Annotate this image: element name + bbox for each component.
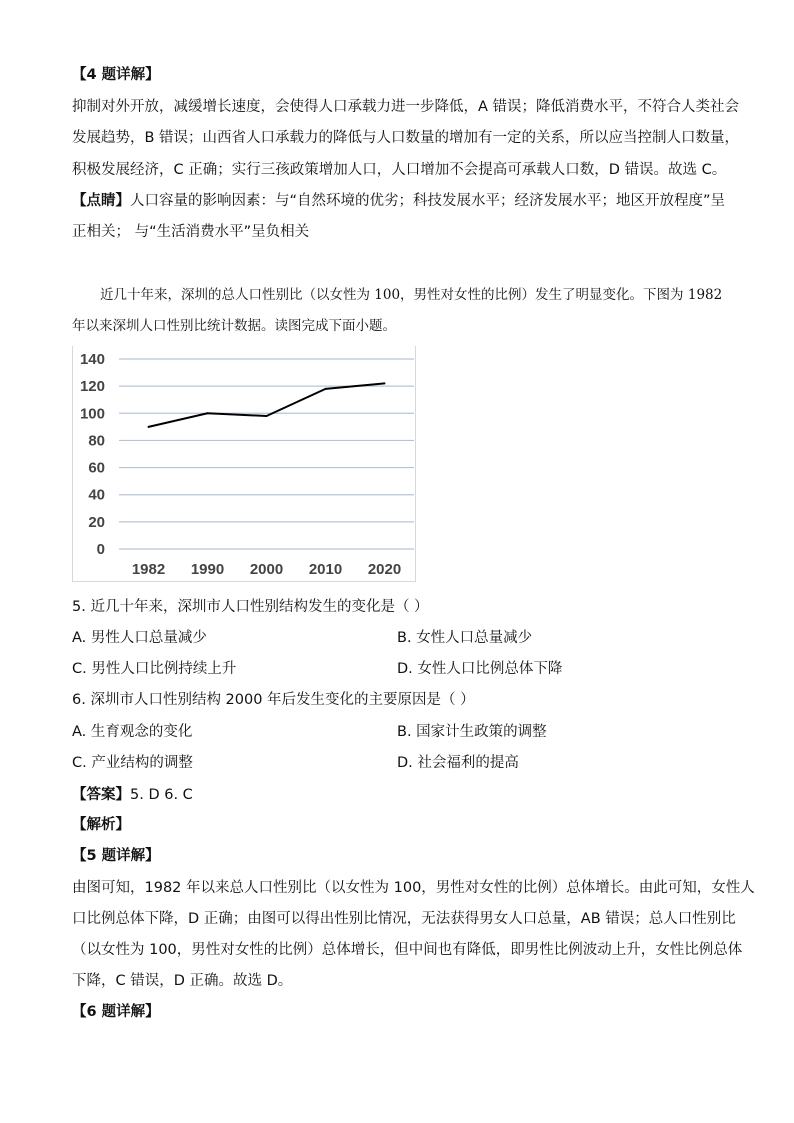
data-point (384, 382, 386, 384)
section-5-line-3: （以女性为 100，男性对女性的比例）总体增长，但中间也有降低，即男性比例波动上升，女性比例总体 (72, 942, 743, 958)
x-tick-label: 2010 (308, 561, 343, 578)
intro-line-1: 近几十年来，深圳的总人口性别比（以女性为 100，男性对女性的比例）发生了明显变化。下图为 1982 (100, 287, 723, 303)
section-5-line-4: 下降，C 错误，D 正确。故选 D。 (72, 973, 293, 989)
q5-stem: 5. 近几十年来，深圳市人口性别结构发生的变化是（ ） (72, 599, 429, 615)
dianjing-text: 人口容量的影响因素：与“自然环境的优劣；科技发展水平；经济发展水平；地区开放程度”呈 (130, 193, 726, 209)
y-tick-label: 0 (96, 541, 105, 558)
section-4-heading: 【4 题详解】 (72, 67, 160, 83)
q5-option-c: C. 男性人口比例持续上升 (72, 661, 237, 677)
q6-option-a: A. 生育观念的变化 (72, 724, 193, 740)
x-tick-label: 2020 (367, 561, 402, 578)
y-tick-label: 100 (79, 405, 105, 423)
x-tick-label: 1990 (190, 561, 225, 578)
q6-option-c: C. 产业结构的调整 (72, 755, 193, 771)
x-tick-label: 2000 (249, 561, 284, 578)
q5-option-d: D. 女性人口比例总体下降 (397, 661, 563, 677)
dianjing-line-1 (72, 191, 725, 211)
y-tick-label: 140 (79, 351, 105, 368)
y-tick-label: 120 (79, 378, 105, 396)
x-tick-label: 1982 (131, 561, 166, 578)
q5-option-b: B. 女性人口总量减少 (397, 630, 533, 646)
section-4-line-1: 抑制对外开放，减缓增长速度，会使得人口承载力进一步降低，A 错误；降低消费水平，不符合人类社会 (72, 99, 740, 115)
q6-option-b: B. 国家计生政策的调整 (397, 724, 547, 740)
answer-label: 【答案】 (72, 787, 130, 803)
data-point (266, 415, 268, 417)
data-point (207, 412, 209, 414)
dianjing-label: 【点睛】 (72, 193, 130, 209)
intro-line-2: 年以来深圳人口性别比统计数据。读图完成下面小题。 (72, 318, 396, 334)
q6-stem: 6. 深圳市人口性别结构 2000 年后发生变化的主要原因是（ ） (72, 692, 475, 708)
section-5-line-2: 口比例总体下降，D 正确；由图可以得出性别比情况，无法获得男女人口总量，AB 错误；总人口性别比 (72, 911, 736, 927)
q6-option-d: D. 社会福利的提高 (397, 755, 519, 771)
data-point (325, 388, 327, 390)
y-tick-label: 20 (88, 513, 105, 531)
y-tick-label: 60 (88, 459, 105, 477)
sex-ratio-line-chart (72, 346, 416, 582)
section-4-line-3: 积极发展经济，C 正确；实行三孩政策增加人口，人口增加不会提高可承载人口数，D 错误。故选 C。 (72, 162, 727, 178)
dianjing-line-2: 正相关； 与“生活消费水平”呈负相关 (72, 224, 310, 240)
y-tick-label: 40 (88, 486, 105, 504)
series-line (149, 383, 385, 426)
answer-line (72, 785, 193, 805)
section-5-line-1: 由图可知，1982 年以来总人口性别比（以女性为 100，男性对女性的比例）总体增长。由此可知，女性人 (72, 880, 755, 896)
section-6-heading: 【6 题详解】 (72, 1004, 160, 1020)
y-tick-label: 80 (88, 432, 105, 450)
answer-text: 5. D 6. C (130, 787, 193, 803)
q5-option-a: A. 男性人口总量减少 (72, 630, 207, 646)
section-4-line-2: 发展趋势，B 错误；山西省人口承载力的降低与人口数量的增加有一定的关系，所以应当控制人口数量， (72, 130, 740, 146)
data-point (148, 426, 150, 428)
section-5-heading: 【5 题详解】 (72, 848, 160, 864)
analysis-heading: 【解析】 (72, 817, 130, 833)
chart-svg (72, 346, 416, 582)
